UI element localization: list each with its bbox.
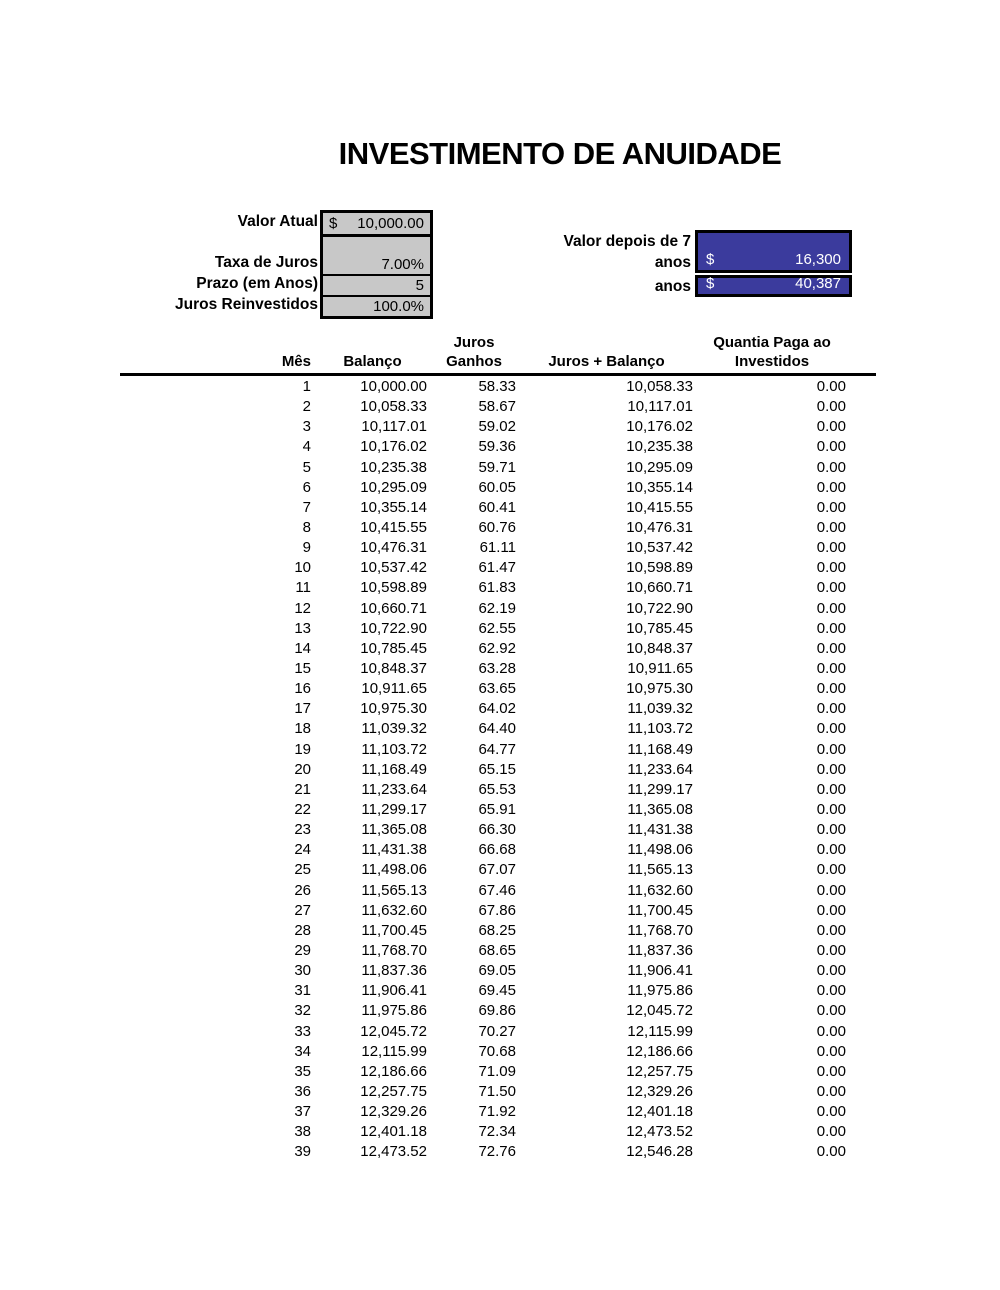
cell-juros-ganhos: 71.09 <box>478 1062 516 1080</box>
header-mes: Mês <box>281 353 311 370</box>
table-header <box>120 333 876 376</box>
table-row <box>120 498 876 518</box>
cell-balanco: 12,186.66 <box>360 1062 427 1080</box>
cell-juros-ganhos: 60.76 <box>478 518 516 536</box>
cell-juros-balanco: 10,355.14 <box>626 478 693 496</box>
cell-juros-ganhos: 64.40 <box>478 720 516 738</box>
cell-mes: 31 <box>294 982 311 1000</box>
cell-juros-balanco: 12,045.72 <box>626 1002 693 1020</box>
juros-reinvestidos-label: Juros Reinvestidos <box>175 296 318 313</box>
cell-juros-ganhos: 65.91 <box>478 800 516 818</box>
cell-juros-ganhos: 72.34 <box>478 1123 516 1141</box>
cell-mes: 11 <box>295 579 311 597</box>
cell-juros-ganhos: 60.41 <box>478 498 516 516</box>
valor-depois-heading: Valor depois de 7 <box>563 233 691 250</box>
table-row <box>120 417 876 437</box>
table-row <box>120 719 876 739</box>
cell-mes: 25 <box>294 861 311 879</box>
cell-balanco: 10,117.01 <box>361 418 427 436</box>
cell-quantia-paga: 0.00 <box>816 659 846 677</box>
cell-mes: 21 <box>294 780 311 798</box>
cell-juros-balanco: 11,975.86 <box>627 982 693 1000</box>
table-row <box>120 599 876 619</box>
cell-mes: 19 <box>294 740 311 758</box>
cell-juros-ganhos: 59.02 <box>478 418 516 436</box>
cell-quantia-paga: 0.00 <box>816 800 846 818</box>
result-value-2: 40,387 <box>795 275 841 292</box>
table-row <box>120 981 876 1001</box>
cell-balanco: 10,537.42 <box>360 559 427 577</box>
valor-atual-value: 10,000.00 <box>357 215 424 232</box>
cell-quantia-paga: 0.00 <box>816 760 846 778</box>
cell-quantia-paga: 0.00 <box>816 962 846 980</box>
currency-symbol: $ <box>706 275 715 292</box>
cell-balanco: 11,498.06 <box>361 861 427 879</box>
cell-juros-balanco: 10,476.31 <box>626 518 693 536</box>
cell-balanco: 10,785.45 <box>360 639 427 657</box>
cell-quantia-paga: 0.00 <box>816 700 846 718</box>
page-title: INVESTIMENTO DE ANUIDADE <box>338 136 782 171</box>
cell-quantia-paga: 0.00 <box>816 478 846 496</box>
cell-balanco: 10,295.09 <box>360 478 427 496</box>
cell-mes: 32 <box>294 1002 311 1020</box>
table-row <box>120 639 876 659</box>
cell-juros-balanco: 10,911.65 <box>627 659 693 677</box>
cell-juros-ganhos: 62.55 <box>478 619 516 637</box>
cell-mes: 29 <box>294 941 311 959</box>
cell-mes: 14 <box>294 639 311 657</box>
cell-juros-ganhos: 68.65 <box>478 941 516 959</box>
cell-balanco: 10,415.55 <box>360 518 427 536</box>
cell-balanco: 10,848.37 <box>360 659 427 677</box>
cell-mes: 28 <box>294 921 311 939</box>
table-row <box>120 377 876 397</box>
cell-mes: 36 <box>294 1082 311 1100</box>
cell-balanco: 11,565.13 <box>361 881 427 899</box>
cell-quantia-paga: 0.00 <box>816 599 846 617</box>
cell-mes: 26 <box>294 881 311 899</box>
taxa-de-juros-field[interactable]: 7.00% <box>323 255 430 276</box>
header-juros-ganhos: Juros Ganhos <box>446 334 502 370</box>
currency-symbol: $ <box>706 251 715 268</box>
cell-juros-balanco: 10,235.38 <box>626 438 693 456</box>
cell-mes: 6 <box>302 478 311 496</box>
cell-balanco: 10,176.02 <box>360 438 427 456</box>
cell-quantia-paga: 0.00 <box>816 680 846 698</box>
cell-mes: 13 <box>294 619 311 637</box>
cell-juros-balanco: 11,565.13 <box>627 861 693 879</box>
cell-quantia-paga: 0.00 <box>816 1062 846 1080</box>
cell-juros-ganhos: 58.33 <box>478 378 516 395</box>
cell-mes: 5 <box>302 458 311 476</box>
cell-juros-ganhos: 65.53 <box>478 780 516 798</box>
cell-mes: 20 <box>294 760 311 778</box>
cell-juros-balanco: 11,906.41 <box>627 962 693 980</box>
cell-juros-ganhos: 71.92 <box>478 1103 516 1121</box>
table-row <box>120 538 876 558</box>
cell-quantia-paga: 0.00 <box>816 941 846 959</box>
cell-juros-balanco: 10,785.45 <box>626 619 693 637</box>
cell-balanco: 12,257.75 <box>360 1082 427 1100</box>
cell-mes: 39 <box>294 1143 311 1161</box>
table-row <box>120 1102 876 1122</box>
cell-juros-ganhos: 68.25 <box>478 921 516 939</box>
cell-balanco: 12,115.99 <box>361 1042 427 1060</box>
table-row <box>120 800 876 820</box>
cell-balanco: 10,000.00 <box>360 378 427 395</box>
table-row <box>120 921 876 941</box>
cell-quantia-paga: 0.00 <box>816 619 846 637</box>
cell-mes: 22 <box>294 800 311 818</box>
cell-juros-balanco: 11,168.49 <box>627 740 693 758</box>
cell-mes: 3 <box>302 418 311 436</box>
cell-quantia-paga: 0.00 <box>816 559 846 577</box>
cell-mes: 2 <box>302 398 311 416</box>
cell-juros-ganhos: 71.50 <box>478 1082 516 1100</box>
cell-juros-ganhos: 61.83 <box>478 579 516 597</box>
cell-quantia-paga: 0.00 <box>816 539 846 557</box>
cell-balanco: 11,299.17 <box>361 800 427 818</box>
table-row <box>120 1142 876 1162</box>
cell-quantia-paga: 0.00 <box>816 780 846 798</box>
cell-quantia-paga: 0.00 <box>816 982 846 1000</box>
cell-juros-balanco: 10,722.90 <box>626 599 693 617</box>
table-row <box>120 1122 876 1142</box>
cell-juros-balanco: 10,660.71 <box>626 579 693 597</box>
table-row <box>120 1022 876 1042</box>
cell-juros-balanco: 10,415.55 <box>626 498 693 516</box>
cell-balanco: 10,476.31 <box>360 539 427 557</box>
cell-quantia-paga: 0.00 <box>816 639 846 657</box>
table-row <box>120 1001 876 1021</box>
cell-quantia-paga: 0.00 <box>816 881 846 899</box>
table-row <box>120 1062 876 1082</box>
cell-quantia-paga: 0.00 <box>816 720 846 738</box>
amortization-table <box>120 333 876 1162</box>
cell-juros-balanco: 11,768.70 <box>627 921 693 939</box>
table-row <box>120 820 876 840</box>
cell-balanco: 10,975.30 <box>360 700 427 718</box>
cell-balanco: 12,473.52 <box>360 1143 427 1161</box>
result-value-7-anos <box>695 230 852 273</box>
cell-quantia-paga: 0.00 <box>816 1042 846 1060</box>
cell-mes: 18 <box>294 720 311 738</box>
cell-juros-ganhos: 67.46 <box>478 881 516 899</box>
cell-juros-balanco: 10,975.30 <box>626 680 693 698</box>
cell-juros-balanco: 12,546.28 <box>626 1143 693 1161</box>
cell-juros-ganhos: 64.77 <box>478 740 516 758</box>
cell-juros-balanco: 10,058.33 <box>626 378 693 395</box>
cell-juros-ganhos: 67.86 <box>478 901 516 919</box>
cell-balanco: 12,329.26 <box>360 1103 427 1121</box>
cell-quantia-paga: 0.00 <box>816 861 846 879</box>
taxa-de-juros-label: Taxa de Juros <box>214 254 318 271</box>
cell-balanco: 12,401.18 <box>360 1123 427 1141</box>
cell-quantia-paga: 0.00 <box>816 518 846 536</box>
table-row <box>120 437 876 457</box>
cell-juros-balanco: 12,115.99 <box>627 1022 693 1040</box>
cell-juros-ganhos: 61.47 <box>478 559 516 577</box>
table-row <box>120 840 876 860</box>
cell-balanco: 10,911.65 <box>361 680 427 698</box>
table-row <box>120 659 876 679</box>
cell-balanco: 10,598.89 <box>360 579 427 597</box>
cell-quantia-paga: 0.00 <box>816 498 846 516</box>
result-value-anos-2 <box>695 275 852 297</box>
cell-balanco: 11,431.38 <box>361 841 427 859</box>
cell-juros-balanco: 10,117.01 <box>627 398 693 416</box>
cell-juros-balanco: 11,233.64 <box>627 760 693 778</box>
cell-mes: 24 <box>294 841 311 859</box>
table-row <box>120 901 876 921</box>
cell-balanco: 12,045.72 <box>360 1022 427 1040</box>
cell-mes: 4 <box>302 438 311 456</box>
table-row <box>120 478 876 498</box>
cell-juros-balanco: 11,103.72 <box>627 720 693 738</box>
cell-mes: 37 <box>294 1103 311 1121</box>
cell-juros-balanco: 10,176.02 <box>626 418 693 436</box>
cell-mes: 7 <box>302 498 311 516</box>
cell-mes: 38 <box>294 1123 311 1141</box>
cell-juros-balanco: 12,329.26 <box>626 1082 693 1100</box>
cell-juros-balanco: 10,598.89 <box>626 559 693 577</box>
cell-juros-ganhos: 61.11 <box>479 539 516 557</box>
cell-balanco: 11,906.41 <box>361 982 427 1000</box>
header-balanco: Balanço <box>343 353 402 370</box>
table-row <box>120 740 876 760</box>
cell-quantia-paga: 0.00 <box>816 458 846 476</box>
cell-balanco: 11,168.49 <box>361 760 427 778</box>
cell-balanco: 11,233.64 <box>361 780 427 798</box>
table-row <box>120 619 876 639</box>
cell-quantia-paga: 0.00 <box>816 398 846 416</box>
cell-juros-ganhos: 63.65 <box>478 680 516 698</box>
prazo-field[interactable]: 5 <box>323 276 430 297</box>
juros-reinvestidos-field[interactable]: 100.0% <box>373 298 424 315</box>
table-body <box>120 376 876 1162</box>
cell-juros-ganhos: 66.30 <box>478 821 516 839</box>
cell-quantia-paga: 0.00 <box>816 901 846 919</box>
cell-quantia-paga: 0.00 <box>816 579 846 597</box>
result-value-1: 16,300 <box>795 251 841 268</box>
table-row <box>120 760 876 780</box>
cell-mes: 8 <box>302 518 311 536</box>
table-row <box>120 578 876 598</box>
cell-juros-ganhos: 58.67 <box>478 398 516 416</box>
table-row <box>120 558 876 578</box>
cell-juros-ganhos: 59.71 <box>478 458 516 476</box>
cell-mes: 35 <box>294 1062 311 1080</box>
valor-atual-label: Valor Atual <box>237 213 318 230</box>
table-row <box>120 1042 876 1062</box>
table-row <box>120 941 876 961</box>
cell-juros-balanco: 11,700.45 <box>627 901 693 919</box>
cell-juros-balanco: 12,401.18 <box>626 1103 693 1121</box>
cell-balanco: 11,039.32 <box>361 720 427 738</box>
cell-balanco: 11,365.08 <box>361 821 427 839</box>
cell-quantia-paga: 0.00 <box>816 1143 846 1161</box>
table-row <box>120 881 876 901</box>
cell-juros-ganhos: 60.05 <box>478 478 516 496</box>
cell-quantia-paga: 0.00 <box>816 921 846 939</box>
cell-balanco: 11,632.60 <box>361 901 427 919</box>
cell-juros-ganhos: 64.02 <box>478 700 516 718</box>
cell-balanco: 10,660.71 <box>360 599 427 617</box>
cell-juros-balanco: 11,498.06 <box>627 841 693 859</box>
cell-juros-balanco: 11,431.38 <box>627 821 693 839</box>
cell-juros-balanco: 12,257.75 <box>626 1062 693 1080</box>
table-row <box>120 397 876 417</box>
cell-juros-ganhos: 66.68 <box>478 841 516 859</box>
cell-quantia-paga: 0.00 <box>816 1082 846 1100</box>
cell-juros-balanco: 10,537.42 <box>626 539 693 557</box>
cell-juros-balanco: 12,473.52 <box>626 1123 693 1141</box>
currency-symbol: $ <box>329 215 338 232</box>
cell-juros-ganhos: 67.07 <box>478 861 516 879</box>
cell-juros-ganhos: 72.76 <box>478 1143 516 1161</box>
cell-balanco: 11,700.45 <box>361 921 427 939</box>
cell-balanco: 10,235.38 <box>360 458 427 476</box>
cell-juros-ganhos: 62.92 <box>478 639 516 657</box>
anos-label-1: anos <box>654 254 691 271</box>
cell-mes: 27 <box>294 901 311 919</box>
cell-quantia-paga: 0.00 <box>816 821 846 839</box>
cell-juros-balanco: 12,186.66 <box>626 1042 693 1060</box>
cell-juros-ganhos: 59.36 <box>478 438 516 456</box>
cell-juros-balanco: 11,039.32 <box>627 700 693 718</box>
table-row <box>120 860 876 880</box>
cell-quantia-paga: 0.00 <box>816 1103 846 1121</box>
cell-balanco: 10,722.90 <box>360 619 427 637</box>
cell-juros-balanco: 11,299.17 <box>627 780 693 798</box>
cell-mes: 30 <box>294 962 311 980</box>
table-row <box>120 961 876 981</box>
cell-mes: 17 <box>294 700 311 718</box>
cell-balanco: 11,768.70 <box>361 941 427 959</box>
table-row <box>120 699 876 719</box>
cell-juros-ganhos: 70.27 <box>478 1022 516 1040</box>
table-row <box>120 780 876 800</box>
cell-quantia-paga: 0.00 <box>816 1123 846 1141</box>
cell-mes: 9 <box>302 539 311 557</box>
table-row <box>120 518 876 538</box>
cell-mes: 23 <box>294 821 311 839</box>
cell-juros-ganhos: 69.45 <box>478 982 516 1000</box>
table-row <box>120 458 876 478</box>
cell-mes: 1 <box>302 378 311 395</box>
cell-juros-balanco: 11,632.60 <box>627 881 693 899</box>
cell-juros-balanco: 11,837.36 <box>627 941 693 959</box>
table-row <box>120 679 876 699</box>
cell-balanco: 11,837.36 <box>361 962 427 980</box>
cell-juros-balanco: 10,295.09 <box>626 458 693 476</box>
cell-quantia-paga: 0.00 <box>816 1002 846 1020</box>
cell-balanco: 10,058.33 <box>360 398 427 416</box>
cell-mes: 16 <box>294 680 311 698</box>
cell-quantia-paga: 0.00 <box>816 418 846 436</box>
cell-juros-ganhos: 62.19 <box>478 599 516 617</box>
cell-juros-ganhos: 69.86 <box>478 1002 516 1020</box>
cell-mes: 15 <box>294 659 311 677</box>
cell-mes: 12 <box>294 599 311 617</box>
cell-balanco: 11,103.72 <box>361 740 427 758</box>
cell-juros-ganhos: 63.28 <box>478 659 516 677</box>
cell-quantia-paga: 0.00 <box>816 1022 846 1040</box>
cell-juros-balanco: 10,848.37 <box>626 639 693 657</box>
cell-balanco: 10,355.14 <box>360 498 427 516</box>
cell-juros-ganhos: 65.15 <box>478 760 516 778</box>
header-juros-balanco: Juros + Balanço <box>548 353 665 370</box>
cell-quantia-paga: 0.00 <box>816 438 846 456</box>
cell-mes: 10 <box>294 559 311 577</box>
table-row <box>120 1082 876 1102</box>
cell-juros-balanco: 11,365.08 <box>627 800 693 818</box>
cell-quantia-paga: 0.00 <box>816 740 846 758</box>
cell-juros-ganhos: 69.05 <box>478 962 516 980</box>
header-quantia-paga: Quantia Paga ao Investidos <box>713 334 831 370</box>
cell-quantia-paga: 0.00 <box>816 841 846 859</box>
anos-label-2: anos <box>654 278 691 295</box>
cell-mes: 34 <box>294 1042 311 1060</box>
cell-quantia-paga: 0.00 <box>816 378 846 395</box>
cell-balanco: 11,975.86 <box>361 1002 427 1020</box>
cell-juros-ganhos: 70.68 <box>478 1042 516 1060</box>
prazo-label: Prazo (em Anos) <box>196 275 318 292</box>
cell-mes: 33 <box>294 1022 311 1040</box>
